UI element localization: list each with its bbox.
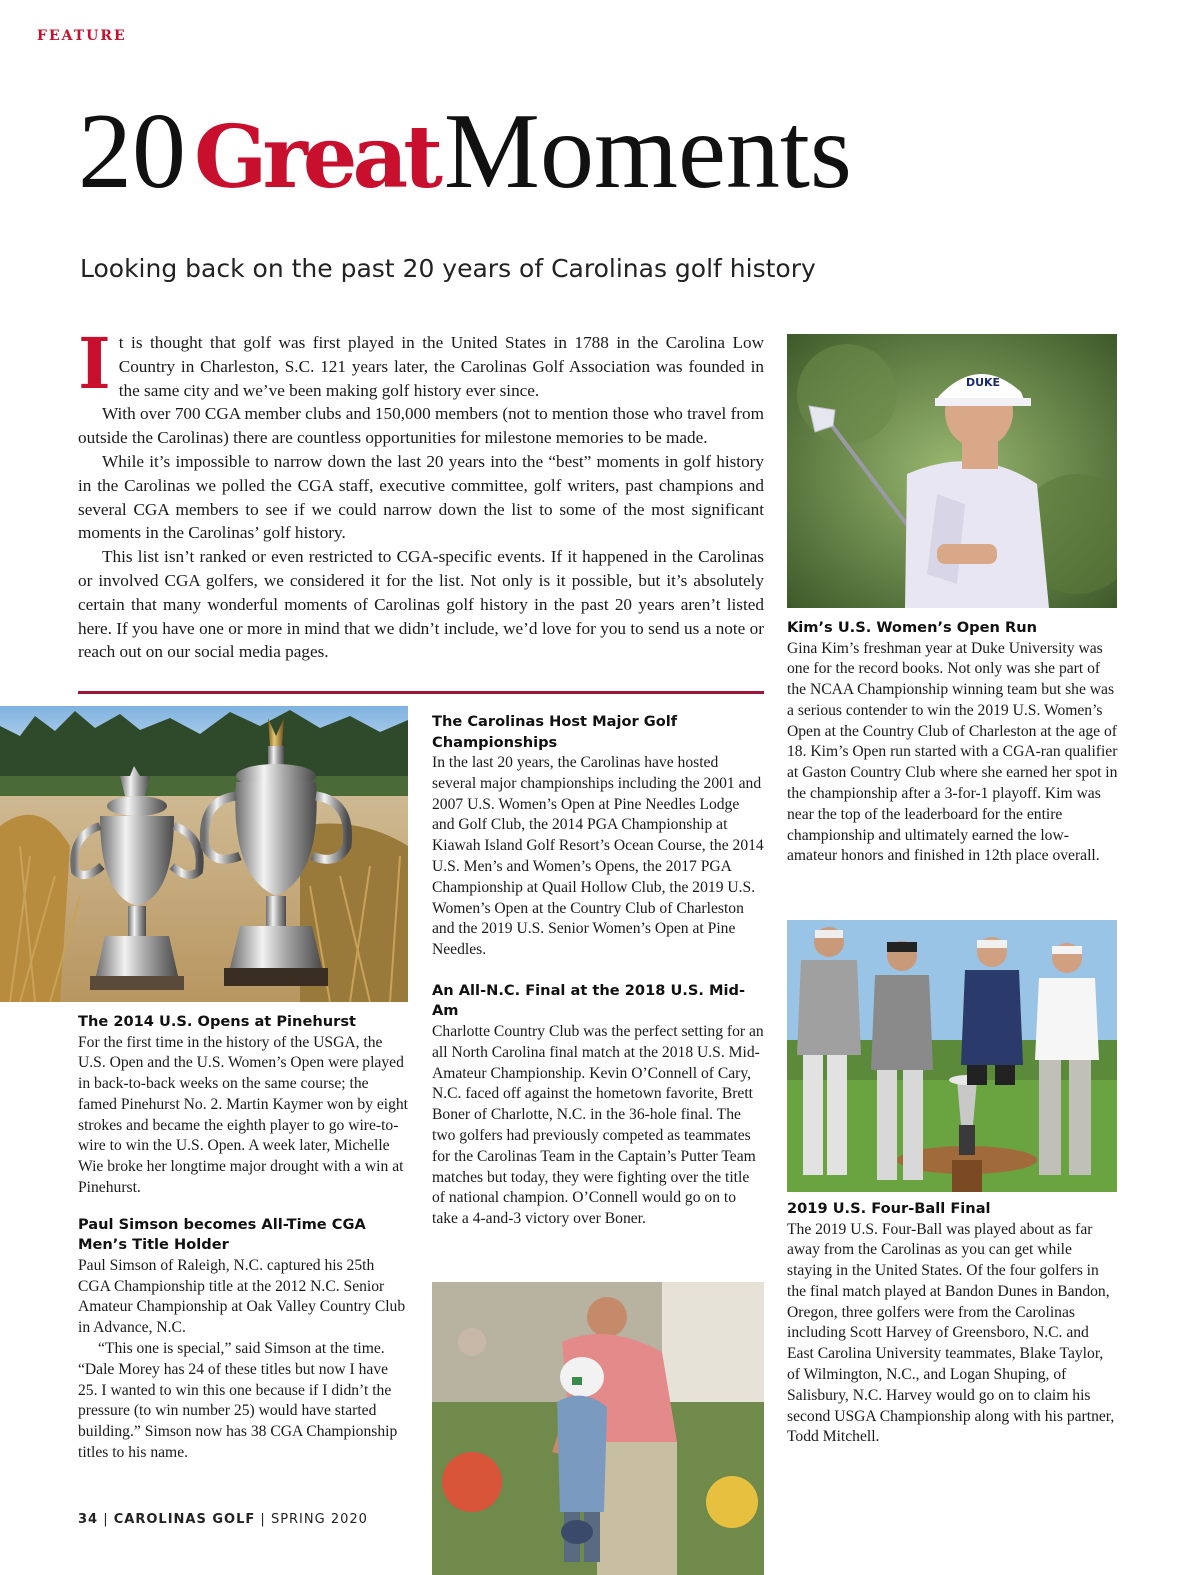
footer-separator: | (260, 1512, 266, 1527)
title-number: 20 (78, 92, 186, 211)
moment-title: 2019 U.S. Four-Ball Final (787, 1200, 991, 1217)
trophies-photo (0, 706, 408, 1002)
drop-cap: I (78, 322, 111, 405)
column-middle (432, 712, 764, 1230)
intro-text (78, 322, 764, 664)
moment-body: For the first time in the history of the USGA, the U.S. Open and the U.S. Women’s Open were played in back-to-back weeks on the same course; the famed Pinehurst No. 2. Martin Kaymer won by eight strokes and became the eighth player to go wire-to-wire to win the U.S. Open. A week later, Michelle Wie broke her longtime major drought with a win at Pinehurst. (78, 1033, 409, 1197)
column-right-bottom (787, 1199, 1119, 1448)
moment-title: Paul Simson becomes All-Time CGA Men’s Title Holder (78, 1215, 366, 1254)
column-right-top (787, 618, 1119, 867)
gina-kim-photo (787, 334, 1117, 608)
magazine-name: CAROLINAS GOLF (113, 1512, 256, 1527)
column-left (78, 1012, 410, 1464)
section-divider (78, 691, 764, 694)
cap-logo: DUKE (965, 376, 1001, 389)
moment-title: The Carolinas Host Major Golf Championships (432, 713, 678, 751)
moment-body: Paul Simson of Raleigh, N.C. captured his 25th CGA Championship title at the 2012 N.C. Senior Amateur Championship at Oak Valley Country Club in Advance, N.C. (78, 1256, 406, 1337)
issue-date: SPRING 2020 (270, 1512, 368, 1527)
moment-body: “This one is special,” said Simson at the time. “Dale Morey has 24 of these titles but now I have 25. I wanted to win this one because if I didn’t the pressure (to win number 25) would have started building.” Simson now has 38 CGA Championship titles to his name. (78, 1340, 398, 1462)
page-number: 34 (78, 1512, 99, 1527)
moment-body: In the last 20 years, the Carolinas have hosted several major championships including the 2001 and 2007 U.S. Women’s Open at Pine Needles Lodge and Golf Club, the 2014 PGA Championship at Kiawah Island Golf Resort’s Ocean Course, the 2014 U.S. Men’s and Women’s Opens, the 2017 PGA Championship at Quail Hollow Club, the 2019 U.S. Women’s Open at the Country Club of Charleston and the 2019 U.S. Senior Women’s Open at Pine Needles. (432, 754, 764, 959)
footer-separator: | (103, 1512, 109, 1527)
page-title (78, 92, 1178, 211)
celebration-photo (432, 1282, 764, 1575)
title-great: Great (194, 107, 438, 208)
moment-body: The 2019 U.S. Four-Ball was played about as far away from the Carolinas as you can get while staying in the United States. Of the four golfers in the final match played at Bandon Dunes in Bandon, Oregon, three golfers were from the Carolinas including Scott Harvey of Greensboro, N.C. and East Carolina University teammates, Blake Taylor, of Wilmington, N.C., and Logan Shuping, of Salisbury, N.C. Harvey would go on to claim his second USGA Championship along with his partner, Todd Mitchell. (787, 1220, 1115, 1446)
intro-paragraph: With over 700 CGA member clubs and 150,000 members (not to mention those who travel from outside the Carolinas) there are countless opportunities for milestone memories to be made. (78, 404, 764, 448)
moment-body: Charlotte Country Club was the perfect setting for an all North Carolina final match at the 2018 U.S. Mid-Amateur Championship. Kevin O’Connell of Cary, N.C. faced off against the hometown favorite, Brett Boner of Charlotte, N.C. in the 36-hole final. The two golfers had previously competed as teammates for the Carolinas Team in the Captain’s Putter Team matches but today, they were fighting over the title of national champion. O’Connell would go on to take a 4-and-3 victory over Boner. (432, 1022, 764, 1228)
moment-title: The 2014 U.S. Opens at Pinehurst (78, 1013, 356, 1030)
section-label: FEATURE (37, 28, 127, 44)
intro-paragraph: While it’s impossible to narrow down the last 20 years into the “best” moments in golf history in the Carolinas we polled the CGA staff, executive committee, golf writers, past champions and several CGA members to see if we could narrow down the list to some of the most significant moments in the Carolinas’ golf history. (78, 451, 764, 543)
moment-title: Kim’s U.S. Women’s Open Run (787, 619, 1038, 636)
page-footer (78, 1512, 368, 1527)
subtitle: Looking back on the past 20 years of Carolinas golf history (80, 254, 816, 283)
moment-body: Gina Kim’s freshman year at Duke University was one for the record books. Not only was she part of the NCAA Championship winning team but she was a serious contender to win the 2019 U.S. Women’s Open at the Country Club of Charleston at the age of 18. Kim’s Open run started with a CGA-ran qualifier at Gaston Country Club where she earned her spot in the championship after a 3-for-1 playoff. Kim was near the top of the leaderboard for the entire championship and ultimately earned the low-amateur honors and finished in 12th place overall. (787, 639, 1118, 865)
intro-paragraph: This list isn’t ranked or even restricted to CGA-specific events. If it happened in the Carolinas or involved CGA golfers, we considered it for the list. Not only is it possible, but it’s absolutely certain that many wonderful moments of Carolinas golf history in the past 20 years aren’t listed here. If you have one or more in mind that we didn’t include, we’d love for you to send us a note or reach out on our social media pages. (78, 547, 764, 662)
four-ball-photo (787, 920, 1117, 1192)
title-moments: Moments (443, 92, 852, 211)
intro-paragraph: It is thought that golf was first played in the United States in 1788 in the Carolina Low Country in Charleston, S.C. 121 years later, the Carolinas Golf Association was founded in the same city and we’ve been making golf history ever since. (78, 322, 764, 405)
moment-title: An All-N.C. Final at the 2018 U.S. Mid-Am (432, 981, 746, 1020)
